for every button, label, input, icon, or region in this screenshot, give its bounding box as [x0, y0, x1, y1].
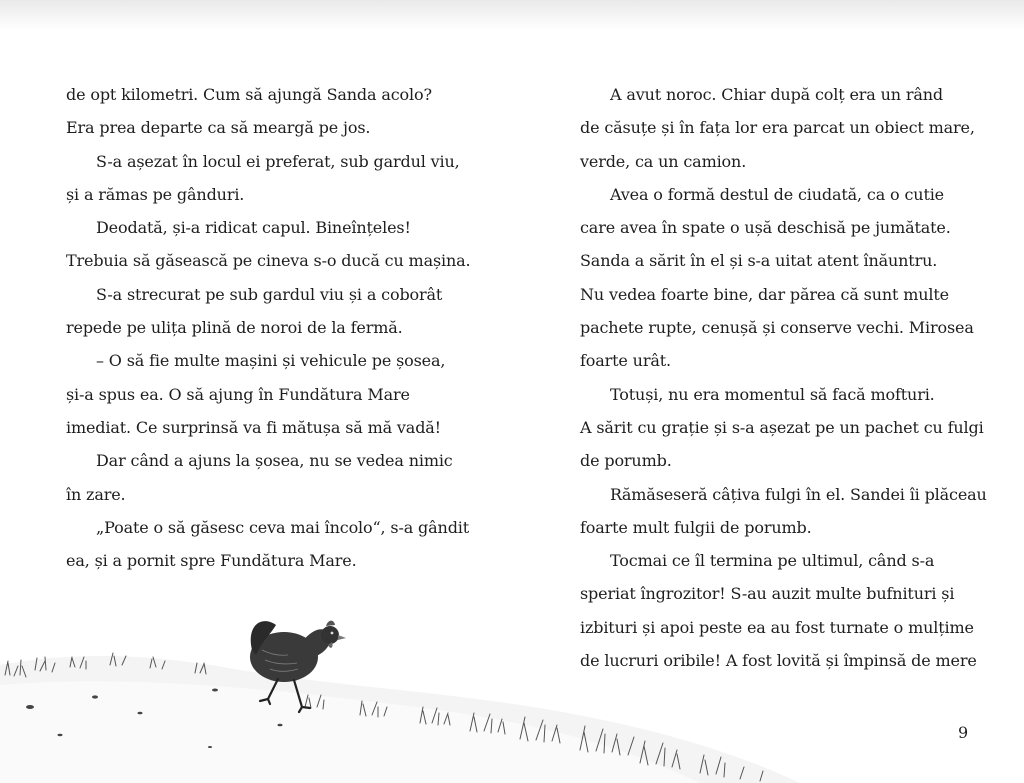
text-line: „Poate o să găsesc ceva mai încolo“, s-a gândit — [96, 517, 470, 537]
page-number: 9 — [958, 723, 969, 742]
text-line: Totuși, nu era momentul să facă mofturi. — [610, 384, 935, 404]
text-line: S-a strecurat pe sub gardul viu și a coborât — [96, 284, 443, 304]
text-line: pachete rupte, cenușă și conserve vechi. Mirosea — [580, 318, 974, 338]
text-line: Rămăseseră câțiva fulgi în el. Sandei îi plăceau — [610, 484, 987, 504]
left-text-column — [66, 78, 471, 577]
text-line: Avea o formă destul de ciudată, ca o cutie — [610, 184, 945, 204]
text-line: repede pe ulița plină de noroi de la fermă. — [66, 318, 403, 338]
text-line: A sărit cu grație și s-a așezat pe un pachet cu fulgi — [580, 417, 984, 437]
text-line: Dar când a ajuns la șosea, nu se vedea nimic — [96, 451, 453, 471]
page-top-shadow — [0, 0, 1024, 30]
text-line: imediat. Ce surprinsă va fi mătușa să mă vadă! — [66, 417, 441, 437]
text-line: – O să fie multe mașini și vehicule pe șosea, — [96, 351, 446, 371]
text-line: care avea în spate o ușă deschisă pe jumătate. — [580, 218, 951, 238]
text-line: Sanda a sărit în el și s-a uitat atent înăuntru. — [580, 251, 938, 271]
text-line: de căsuțe și în fața lor era parcat un obiect mare, — [580, 118, 975, 138]
text-line: de opt kilometri. Cum să ajungă Sanda acolo? — [66, 85, 432, 104]
text-line: Nu vedea foarte bine, dar părea că sunt multe — [580, 284, 949, 304]
text-line: de lucruri oribile! A fost lovită și împinsă de mere — [580, 651, 977, 671]
text-line: de porumb. — [580, 451, 672, 471]
text-line: Tocmai ce îl termina pe ultimul, când s-a — [610, 551, 935, 571]
text-line: ea, și a pornit spre Fundătura Mare. — [66, 551, 357, 571]
text-line: în zare. — [66, 484, 126, 504]
text-line: și a rămas pe gânduri. — [66, 184, 245, 204]
text-line: Trebuia să găsească pe cineva s-o ducă cu mașina. — [66, 251, 471, 271]
text-line: S-a așezat în locul ei preferat, sub gardul viu, — [96, 151, 460, 171]
text-line: Era prea departe ca să meargă pe jos. — [66, 118, 371, 138]
text-line: verde, ca un camion. — [580, 151, 747, 171]
text-line: foarte urât. — [580, 351, 671, 371]
hen-on-grass-sketch-icon — [0, 595, 1024, 783]
text-line: foarte mult fulgii de porumb. — [580, 517, 812, 537]
text-line: A avut noroc. Chiar după colț era un rând — [610, 85, 943, 104]
text-line: Deodată, și-a ridicat capul. Bineînțeles! — [96, 218, 411, 238]
text-line: speriat îngrozitor! S-au auzit multe bufnituri și — [580, 584, 955, 604]
right-text-column — [580, 78, 987, 677]
text-line: izbituri și apoi peste ea au fost turnate o mulțime — [580, 617, 974, 637]
text-line: și-a spus ea. O să ajung în Fundătura Mare — [66, 384, 410, 404]
